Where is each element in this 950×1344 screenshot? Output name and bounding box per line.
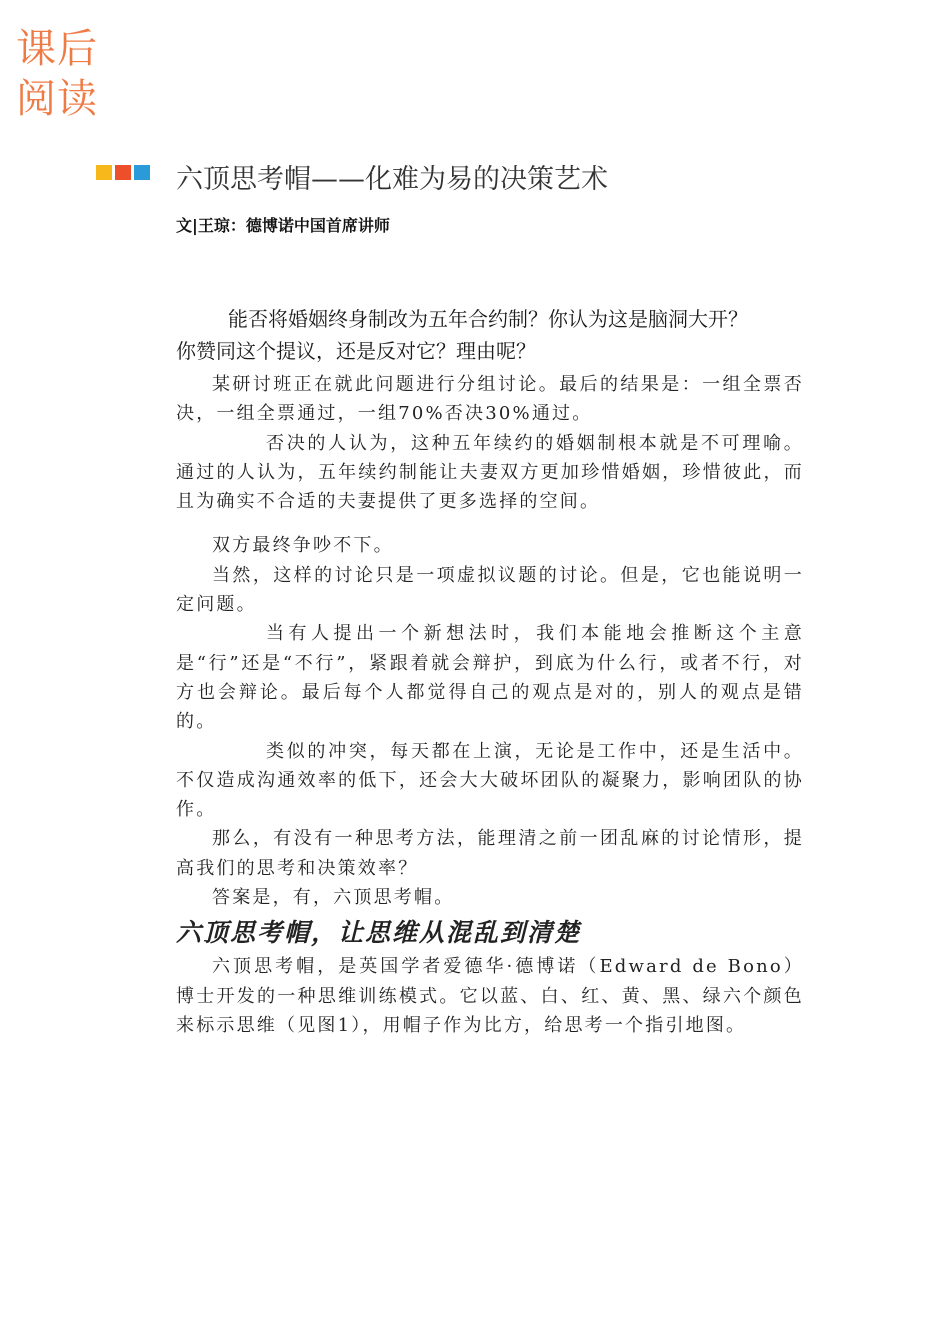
section-tag-line2: 阅读: [16, 76, 98, 122]
paragraph-5: 当有人提出一个新想法时，我们本能地会推断这个主意是“行”还是“不行”，紧跟着就会辩护，到底为什么行，或者不行，对方也会辩论。最后每个人都觉得自己的观点是对的，别人的观点是错的。: [176, 623, 804, 733]
paragraph-2: 否决的人认为，这种五年续约的婚姻制根本就是不可理喻。通过的人认为，五年续约制能让夫妻双方更加珍惜婚姻，珍惜彼此，而且为确实不合适的夫妻提供了更多选择的空间。: [176, 432, 804, 513]
section-tag-line1: 课后: [16, 26, 98, 72]
article-body: [176, 370, 804, 1040]
section-tag: [16, 24, 126, 124]
lead-line-2: 你赞同这个提议，还是反对它？理由呢？: [176, 339, 536, 363]
paragraph-3: 双方最终争吵不下。: [212, 535, 394, 557]
blue-square-icon: [134, 165, 150, 180]
decor-squares: [96, 165, 150, 180]
paragraph-6: 类似的冲突，每天都在上演，无论是工作中，还是生活中。不仅造成沟通效率的低下，还会大大破坏团队的凝聚力，影响团队的协作。: [176, 740, 804, 821]
red-square-icon: [115, 165, 131, 180]
paragraph-8: 答案是，有，六顶思考帽。: [212, 887, 455, 909]
paragraph-7: 那么，有没有一种思考方法，能理清之前一团乱麻的讨论情形，提高我们的思考和决策效率？: [176, 828, 804, 879]
paragraph-9: 六顶思考帽，是英国学者爱德华·德博诺（Edward de Bono）博士开发的一种思维训练模式。它以蓝、白、红、黄、黑、绿六个颜色来标示思维（见图1），用帽子作为比方，给思考一个指引地图。: [176, 956, 804, 1036]
yellow-square-icon: [96, 165, 112, 180]
byline: 文|王琼：德博诺中国首席讲师: [176, 216, 390, 235]
lead-question: [176, 303, 806, 367]
paragraph-4: 当然，这样的讨论只是一项虚拟议题的讨论。但是，它也能说明一定问题。: [176, 564, 804, 616]
paragraph-1: 某研讨班正在就此问题进行分组讨论。最后的结果是：一组全票否决，一组全票通过，一组70%否决30%通过。: [176, 374, 804, 425]
article-title: 六顶思考帽——化难为易的决策艺术: [176, 164, 608, 195]
lead-line-1: 能否将婚姻终身制改为五年合约制？你认为这是脑洞大开？: [228, 307, 748, 331]
section-subheading: 六顶思考帽，让思维从混乱到清楚: [176, 918, 582, 948]
